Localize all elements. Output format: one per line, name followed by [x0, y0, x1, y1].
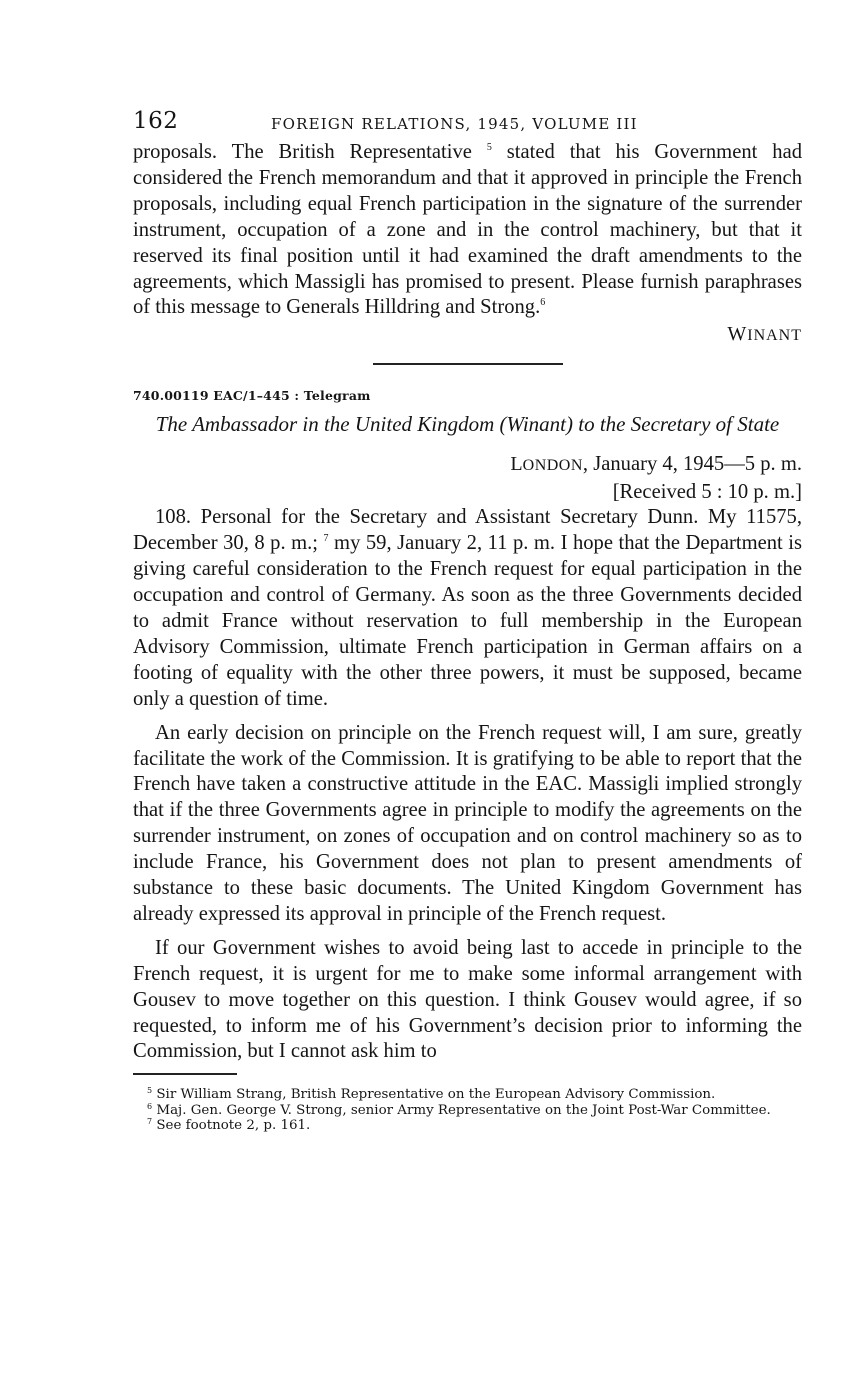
footnote-divider [133, 1073, 237, 1075]
paragraph-3: If our Government wishes to avoid being last to accede in principle to the French request, it is urgent for me to make some informal arrangement with Gousev to move together on this question. I think Gousev would agree, if so requested, to inform me of his Government’s decision prior to informing the Commission, but I cannot ask him to [133, 936, 802, 1063]
footnote-5 [133, 1087, 802, 1103]
paragraph-text: stated that his Government had considered the French memorandum and that it approved in principle the French proposals, including equal French participation in the signature of the surrender instrument, occupation of a zone and in the control machinery, but that it reserved its final position until it had examined the draft amendments to the agreements, which Massigli has promised to present. Please furnish paraphrases of this message to Generals Hilldring and Strong. [133, 141, 803, 319]
footnote-ref-5[interactable]: 5 [486, 142, 492, 153]
footnote-ref-7[interactable]: 7 [323, 533, 329, 545]
paragraph-text: proposals. The British Representative [133, 141, 472, 163]
page-number: 162 [133, 108, 179, 134]
section-divider [373, 363, 563, 365]
footnote-marker: 6 [147, 1101, 153, 1111]
footnote-text: See footnote 2, p. 161. [156, 1118, 311, 1134]
signature-initial: W [727, 323, 748, 346]
paragraph-text: my 59, January 2, 11 p. m. I hope that the Department is giving careful consideration to the French request for equal participation in the occupation and control of Germany. As soon as the three Governments decided to admit France without reservation to full membership in the European Advisory Commission, ultimate French participation in German affairs on a footing of equality with the other three powers, it must be supposed, became only a question of time. [133, 532, 802, 710]
continued-paragraph [133, 140, 802, 321]
document-title: The Ambassador in the United Kingdom (Winant) to the Secretary of State [155, 412, 780, 437]
received-line: [Received 5 : 10 p. m.] [612, 481, 802, 504]
footnote-ref-6[interactable]: 6 [540, 297, 546, 309]
dateline [133, 451, 802, 505]
document-page [133, 106, 802, 1134]
footnote-text: Sir William Strang, British Representative on the European Advisory Commission. [156, 1087, 716, 1103]
footnote-6 [133, 1103, 802, 1119]
place-date [133, 451, 802, 479]
date-time: , January 4, 1945—5 p. m. [582, 453, 802, 476]
signature-rest: INANT [747, 327, 802, 345]
running-head: FOREIGN RELATIONS, 1945, VOLUME III [271, 115, 638, 133]
footnote-marker: 5 [147, 1086, 153, 1096]
footnote-7 [133, 1118, 802, 1134]
place-rest: ONDON [522, 457, 583, 475]
place-initial: L [510, 453, 523, 476]
footnote-text: Maj. Gen. George V. Strong, senior Army Representative on the Joint Post-War Committee. [156, 1102, 771, 1118]
file-reference: 740.00119 EAC/1–445 : Telegram [133, 388, 371, 404]
footnotes [133, 1087, 802, 1134]
footnote-marker: 7 [147, 1117, 153, 1127]
paragraph-1 [133, 505, 802, 712]
signature [133, 323, 802, 347]
paragraph-text: 108. Personal for the Secretary and Assistant Secretary Dunn. My 11575, December 30, 8 p. m.; [133, 506, 802, 555]
paragraph-2: An early decision on principle on the French request will, I am sure, greatly facilitate the work of the Commission. It is gratifying to be able to report that the French have taken a constructive attitude in the EAC. Massigli implied strongly that if the three Governments agree in principle to modify the agreements on the surrender instrument, on zones of occupation and on control machinery so as to include France, his Government does not plan to present amendments of substance to these basic documents. The United Kingdom Government has already expressed its approval in principle of the French request. [133, 721, 802, 925]
page-header [133, 106, 802, 140]
